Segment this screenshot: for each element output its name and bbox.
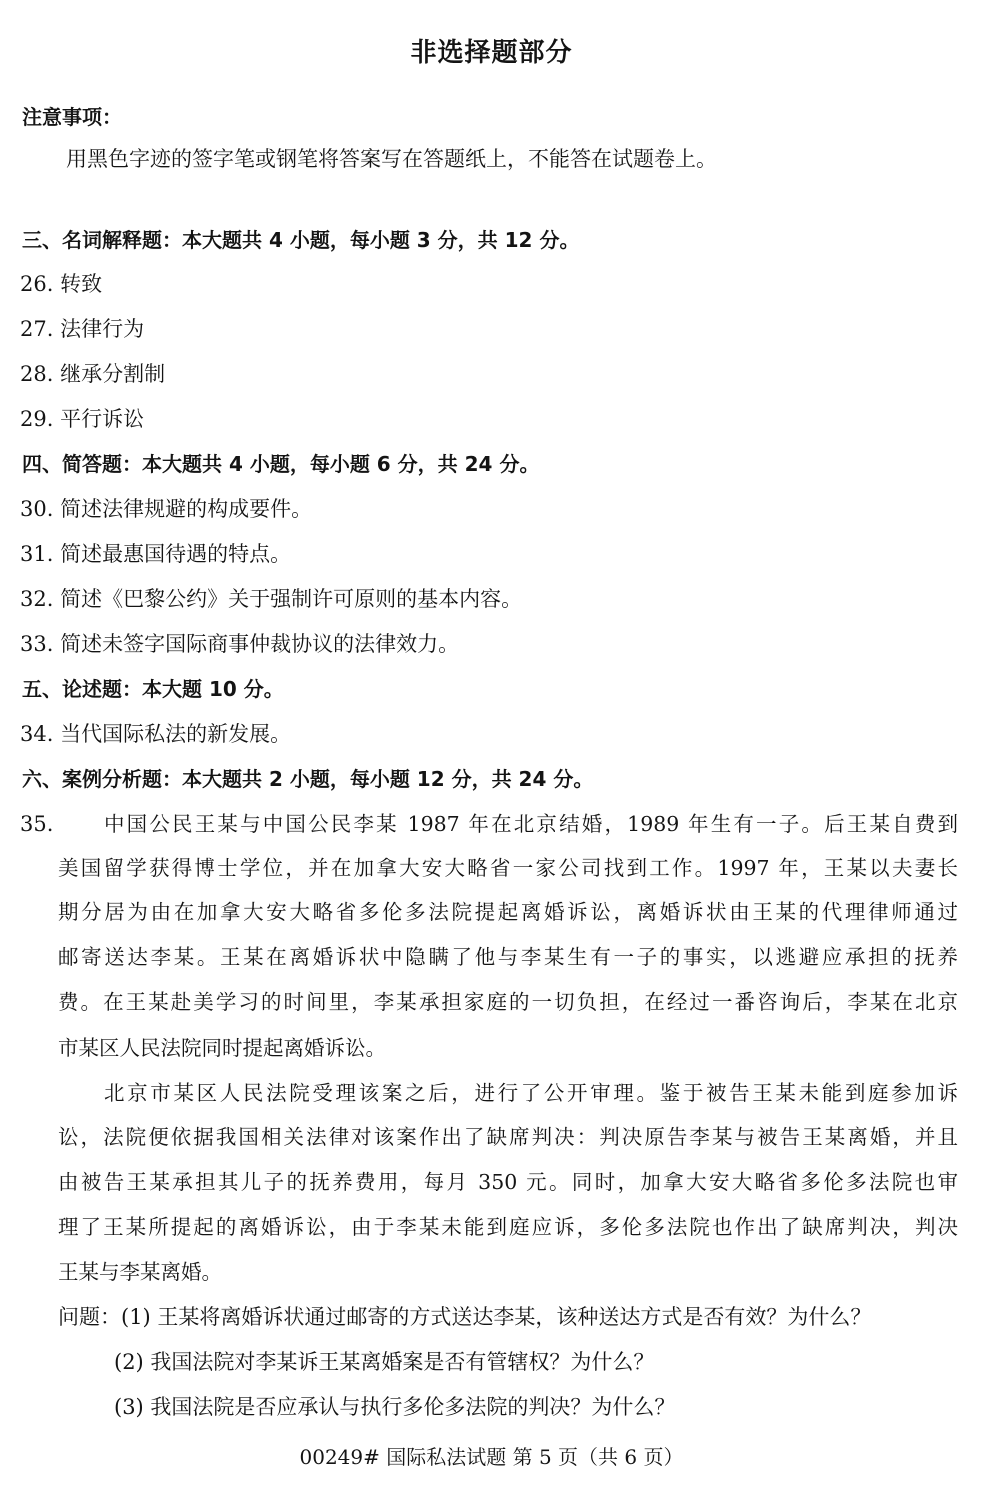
case-question-1: 问题：(1) 王某将离婚诉状通过邮寄的方式送达李某，该种送达方式是否有效？为什么？	[58, 1305, 872, 1329]
case-text-line: 讼，法院便依据我国相关法律对该案作出了缺席判决：判决原告李某与被告王某离婚，并且	[58, 1125, 958, 1149]
case-text-line: 由被告王某承担其儿子的抚养费用，每月 350 元。同时，加拿大安大略省多伦多法院也审	[58, 1170, 958, 1194]
case-text-line: 中国公民王某与中国公民李某 1987 年在北京结婚，1989 年生有一子。后王某自费到	[104, 812, 958, 836]
case-question-2: (2) 我国法院对李某诉王某离婚案是否有管辖权？为什么？	[114, 1350, 655, 1374]
question-item: 29. 平行诉讼	[20, 407, 145, 431]
case-number: 35.	[20, 812, 54, 836]
case-text-line: 邮寄送达李某。王某在离婚诉状中隐瞒了他与李某生有一子的事实，以逃避应承担的抚养	[58, 945, 958, 969]
case-text-line: 美国留学获得博士学位，并在加拿大安大略省一家公司找到工作。1997 年，王某以夫妻长	[58, 856, 958, 880]
question-item: 28. 继承分割制	[20, 362, 166, 386]
case-question-3: (3) 我国法院是否应承认与执行多伦多法院的判决？为什么？	[114, 1395, 676, 1419]
question-item: 26. 转致	[20, 272, 103, 296]
section4-heading: 四、简答题：本大题共 4 小题，每小题 6 分，共 24 分。	[22, 452, 540, 476]
page-footer: 00249# 国际私法试题 第 5 页（共 6 页）	[299, 1445, 684, 1469]
question-item: 33. 简述未签字国际商事仲裁协议的法律效力。	[20, 632, 460, 656]
notice-body: 用黑色字迹的签字笔或钢笔将答案写在答题纸上，不能答在试题卷上。	[66, 147, 717, 171]
case-text-line: 理了王某所提起的离婚诉讼，由于李某未能到庭应诉，多伦多法院也作出了缺席判决，判决	[58, 1215, 958, 1239]
notice-heading: 注意事项：	[22, 105, 122, 129]
case-text-line: 期分居为由在加拿大安大略省多伦多法院提起离婚诉讼，离婚诉状由王某的代理律师通过	[58, 900, 958, 924]
case-text-line: 北京市某区人民法院受理该案之后，进行了公开审理。鉴于被告王某未能到庭参加诉	[104, 1081, 958, 1105]
question-item: 31. 简述最惠国待遇的特点。	[20, 542, 292, 566]
section6-heading: 六、案例分析题：本大题共 2 小题，每小题 12 分，共 24 分。	[22, 767, 594, 791]
page-title: 非选择题部分	[410, 38, 573, 68]
case-text-line: 王某与李某离婚。	[58, 1260, 222, 1284]
question-item: 30. 简述法律规避的构成要件。	[20, 497, 313, 521]
case-text-line: 市某区人民法院同时提起离婚诉讼。	[58, 1036, 386, 1060]
question-item: 34. 当代国际私法的新发展。	[20, 722, 292, 746]
section5-heading: 五、论述题：本大题 10 分。	[22, 677, 284, 701]
question-item: 27. 法律行为	[20, 317, 145, 341]
question-item: 32. 简述《巴黎公约》关于强制许可原则的基本内容。	[20, 587, 523, 611]
case-text-line: 费。在王某赴美学习的时间里，李某承担家庭的一切负担，在经过一番咨询后，李某在北京	[58, 990, 958, 1014]
section3-heading: 三、名词解释题：本大题共 4 小题，每小题 3 分，共 12 分。	[22, 228, 580, 252]
